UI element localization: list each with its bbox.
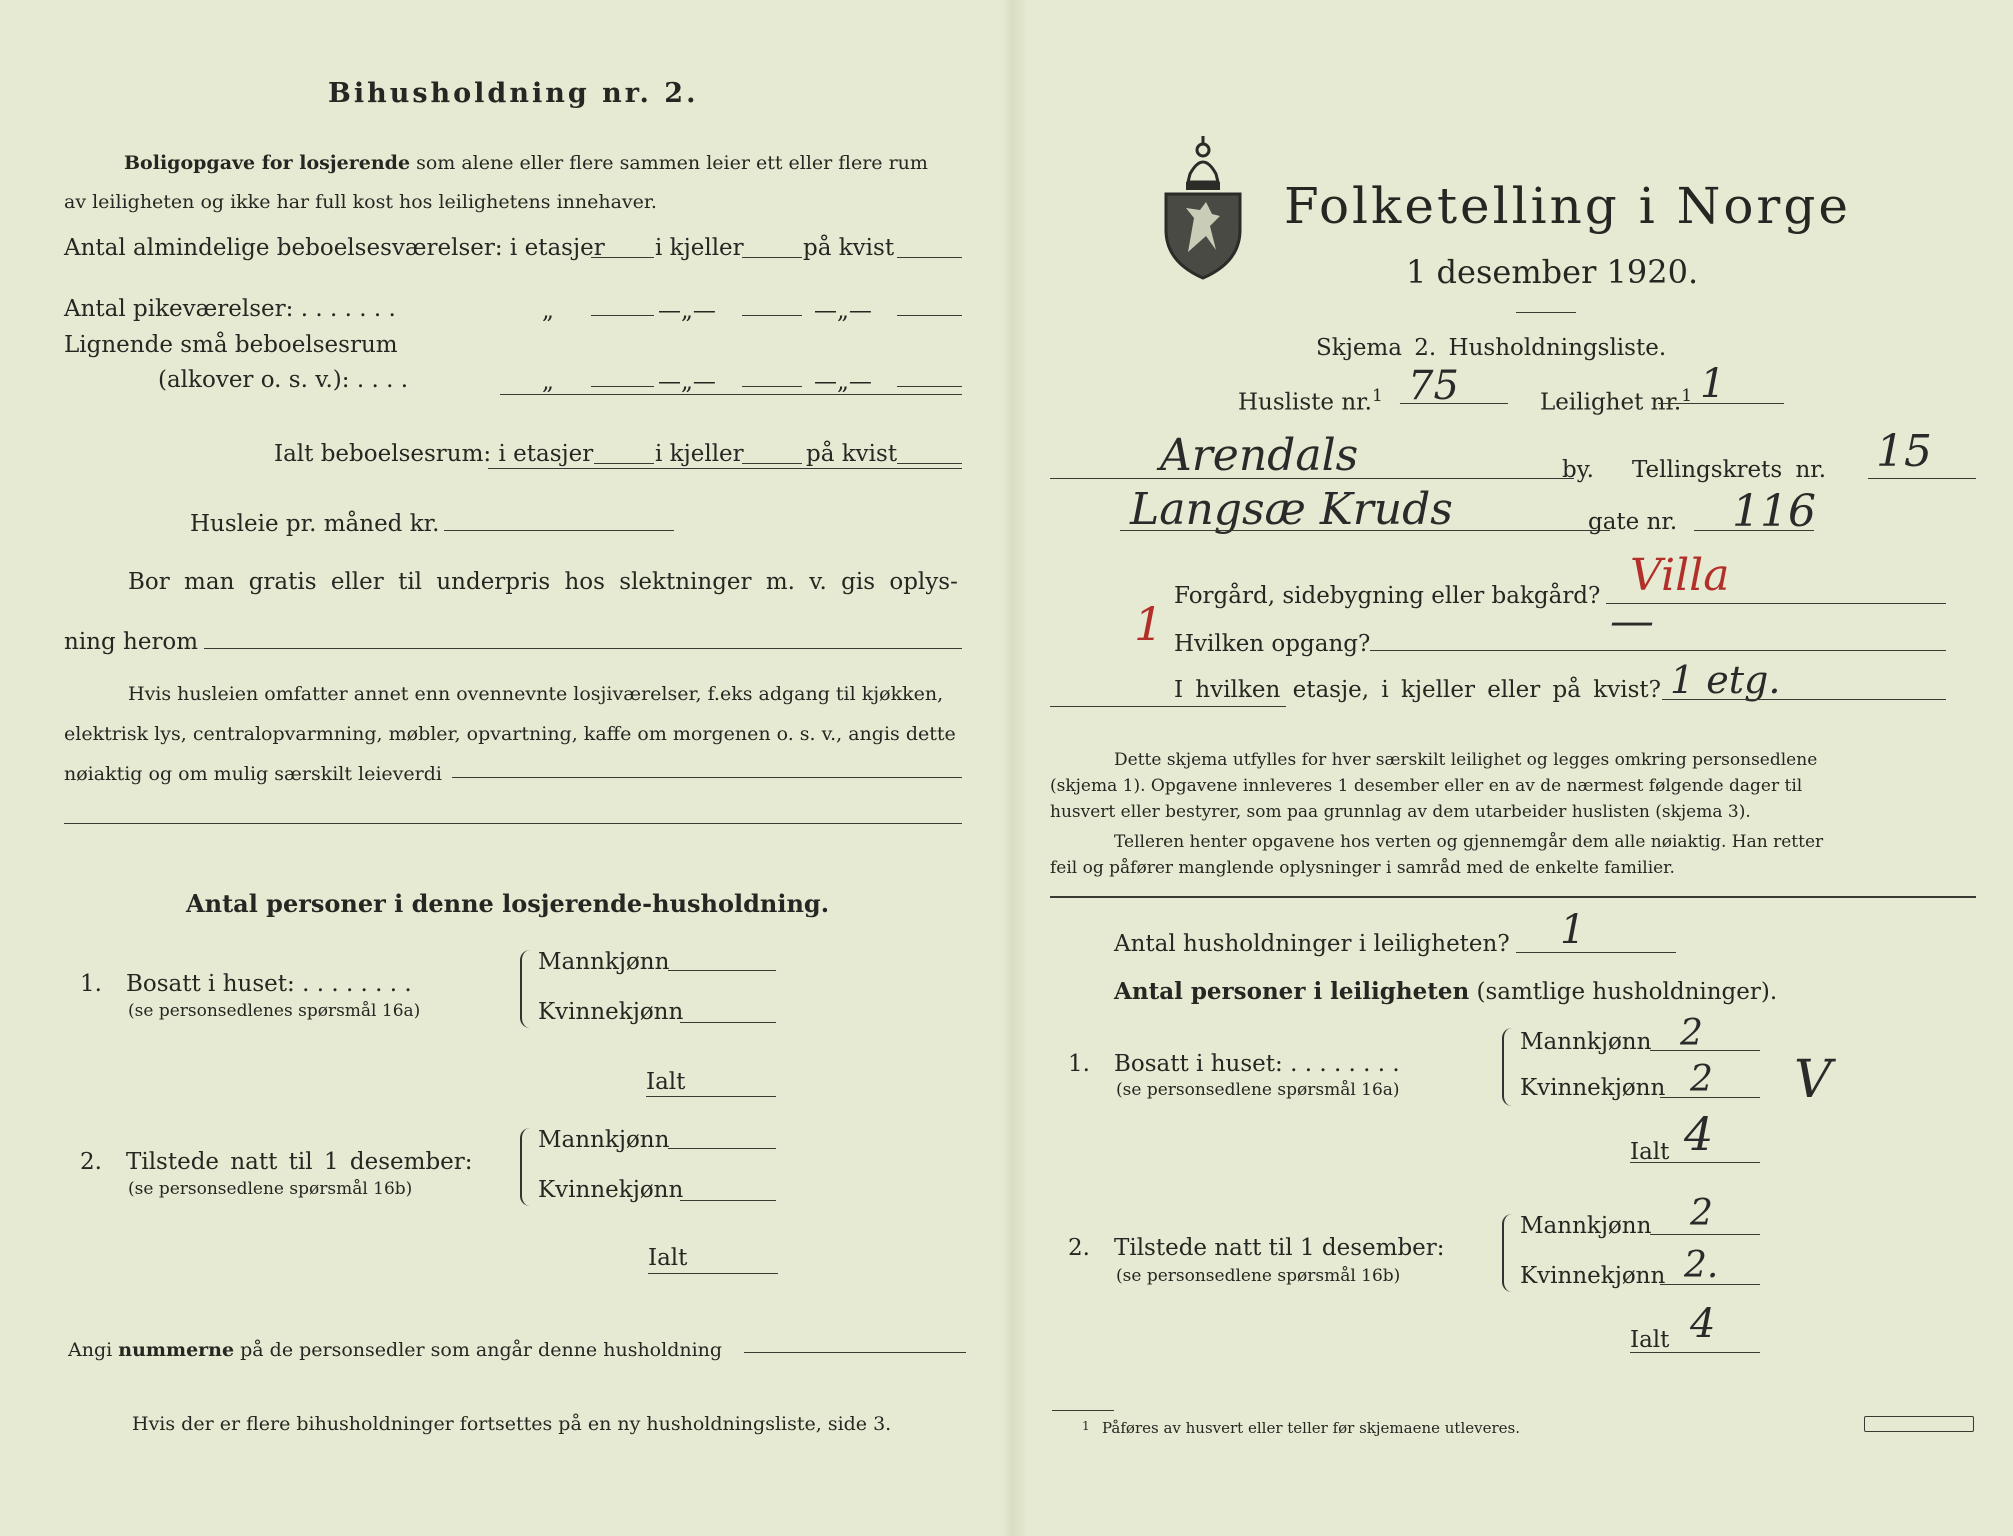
q1-kvinne-field[interactable] [1660, 1097, 1760, 1098]
printer-stamp [1864, 1416, 1974, 1432]
leilighet-text: Leilighet nr. [1540, 389, 1682, 416]
check-mark: V [1794, 1050, 1832, 1110]
q2-brace [1502, 1214, 1512, 1292]
q2-number: 2. [1068, 1235, 1090, 1261]
antal-hush-field[interactable] [1516, 952, 1676, 953]
husliste-value: 75 [1408, 363, 1459, 409]
by-value: Arendals [1160, 430, 1359, 481]
pike-label: Antal pikeværelser: . . . . . . . [64, 296, 396, 322]
q2-mann-label: Mannkjønn [1520, 1213, 1652, 1239]
footnote-mark: 1 [1371, 386, 1383, 406]
antal-pers-line [1114, 978, 1777, 1006]
q1-ialt-field[interactable] [1630, 1162, 1760, 1163]
footnote-mark: 1 [1681, 386, 1693, 406]
sum-rule [500, 394, 962, 395]
leieverdi-field[interactable] [452, 777, 962, 778]
tellingskrets-value: 15 [1876, 426, 1932, 477]
gate-nr-value: 116 [1732, 486, 1816, 537]
rooms-kjeller-field[interactable] [742, 257, 802, 258]
antal-pers-bold: Antal personer i leiligheten [1114, 978, 1470, 1005]
right-page [1030, 0, 2013, 1536]
rooms-kvist-field[interactable] [897, 257, 962, 258]
q2-kvinne-field[interactable] [1660, 1284, 1760, 1285]
q1-kvinne-value: 2 [1690, 1059, 1713, 1100]
hvis-line-2: elektrisk lys, centralopvarmning, møbler, opvartning, kaffe om morgenen o. s. v., angis dette [64, 723, 956, 745]
etasje-label: I hvilken etasje, i kjeller eller på kvist? [1174, 677, 1661, 703]
rooms-kvist-label: på kvist [803, 235, 895, 261]
footnote-rule [1052, 1410, 1114, 1411]
ditto-sep: —„— [814, 298, 872, 324]
intro-bold: Boligopgave for losjerende [124, 152, 411, 174]
q1-ialt-label: Ialt [1630, 1139, 1670, 1165]
q2-ialt-value: 4 [1690, 1301, 1716, 1347]
tellingskrets-label: Tellingskrets nr. [1632, 457, 1827, 483]
lignende-label-2: (alkover o. s. v.): . . . . [158, 367, 409, 393]
intro-line-1 [124, 149, 928, 177]
ialt-kjeller-field[interactable] [742, 463, 802, 464]
instr-line-4: Telleren henter opgavene hos verten og gjennemgår dem alle nøiaktig. Han retter [1114, 832, 1824, 852]
ditto-sep: —„— [814, 369, 872, 395]
hvis-line-3: nøiaktig og om mulig særskilt leieverdi [64, 763, 442, 785]
rooms-label: Antal almindelige beboelsesværelser: i etasjer [64, 235, 605, 261]
ialt-kvist-label: på kvist [806, 441, 898, 467]
ialt-kjeller-label: i kjeller [655, 441, 744, 467]
q2-sub: (se personsedlene spørsmål 16b) [1116, 1266, 1401, 1286]
bor-line-1: Bor man gratis eller til underpris hos slektninger m. v. gis oplys- [128, 569, 958, 595]
husliste-field[interactable] [1400, 403, 1508, 404]
husliste-label [1238, 382, 1383, 417]
hvis-line-1: Hvis husleien omfatter annet enn ovennevnte losjiværelser, f.eks adgang til kjøkken, [128, 683, 944, 705]
leilighet-value: 1 [1700, 361, 1726, 407]
forgard-label: Forgård, sidebygning eller bakgård? [1174, 583, 1601, 609]
left-page [0, 0, 1000, 1536]
section-rule [1050, 896, 1976, 898]
angi-rest: på de personsedler som angår denne husholdning [240, 1339, 723, 1361]
rooms-kjeller-label: i kjeller [655, 235, 744, 261]
q1-mann-value: 2 [1680, 1013, 1703, 1054]
q1-number: 1. [80, 971, 102, 997]
q1-mann-label: Mannkjønn [1520, 1029, 1652, 1055]
q2-ialt-label: Ialt [1630, 1327, 1670, 1353]
skjema-label: Skjema 2. Husholdningsliste. [1316, 335, 1667, 361]
q1-kvinne-label: Kvinnekjønn [1520, 1075, 1666, 1101]
q1-number: 1. [1068, 1051, 1090, 1077]
q2-kvinne-label: Kvinnekjønn [538, 1177, 684, 1203]
q2-kvinne-field[interactable] [680, 1200, 776, 1201]
angi-field[interactable] [744, 1352, 966, 1353]
angi-pre: Angi [68, 1339, 113, 1361]
leilighet-label [1540, 382, 1692, 417]
instr-line-5: feil og påfører manglende oplysninger i samråd med de enkelte familier. [1050, 858, 1675, 878]
instr-line-3: husvert eller bestyrer, som paa grunnlag av dem utarbeider huslisten (skjema 3). [1050, 802, 1751, 822]
lignende-etasjer-field[interactable] [591, 386, 654, 387]
ditto-mark: „ [542, 298, 554, 324]
q1-brace [1502, 1028, 1512, 1106]
husliste-text: Husliste nr. [1238, 389, 1372, 416]
left-footer: Hvis der er flere bihusholdninger fortsettes på en ny husholdningsliste, side 3. [132, 1413, 892, 1435]
q2-mann-field[interactable] [668, 1148, 776, 1149]
q2-label: Tilstede natt til 1 desember: [126, 1149, 473, 1175]
left-title: Bihusholdning nr. 2. [328, 78, 699, 109]
q2-label: Tilstede natt til 1 desember: [1114, 1235, 1445, 1261]
intro-rest: som alene eller flere sammen leier ett eller flere rum [416, 152, 928, 174]
antal-hush-label: Antal husholdninger i leiligheten? [1114, 931, 1510, 957]
q2-mann-label: Mannkjønn [538, 1127, 670, 1153]
q1-label: Bosatt i huset: . . . . . . . . [126, 971, 412, 997]
by-label: by. [1562, 457, 1594, 483]
q1-kvinne-label: Kvinnekjønn [538, 999, 684, 1025]
q1-ialt-value: 4 [1684, 1107, 1714, 1161]
pike-kjeller-field[interactable] [742, 315, 802, 316]
instr-line-2: (skjema 1). Opgavene innleveres 1 desember eller en av de nærmest følgende dager til [1050, 776, 1803, 796]
ditto-mark: „ [542, 369, 554, 395]
form-title: Folketelling i Norge [1284, 177, 1851, 235]
lignende-kjeller-field[interactable] [742, 386, 802, 387]
opgang-label: Hvilken opgang? [1174, 631, 1371, 657]
ditto-sep: —„— [658, 298, 716, 324]
tellingskrets-field[interactable] [1868, 478, 1976, 479]
gate-nr-field[interactable] [1694, 530, 1814, 531]
q1-ialt-field[interactable] [646, 1096, 776, 1097]
q2-ialt-field[interactable] [648, 1273, 778, 1274]
lignende-label-1: Lignende små beboelsesrum [64, 332, 398, 358]
ditto-sep: —„— [658, 369, 716, 395]
bor-field[interactable] [204, 648, 962, 649]
gate-field[interactable] [1120, 530, 1610, 531]
intro-line-2: av leiligheten og ikke har full kost hos leilighetens innehaver. [64, 191, 657, 213]
etasje-field[interactable] [1662, 699, 1946, 700]
angi-bold: nummerne [118, 1339, 235, 1361]
husleie-field[interactable] [444, 530, 674, 531]
ialt-etasjer-field[interactable] [594, 463, 654, 464]
etasje-field-left [1050, 706, 1286, 707]
q1-label: Bosatt i huset: . . . . . . . . [1114, 1051, 1400, 1077]
by-field[interactable] [1050, 478, 1574, 479]
q1-ialt-label: Ialt [646, 1069, 686, 1095]
bor-line-2: ning herom [64, 629, 199, 655]
q1-mann-field[interactable] [1650, 1050, 1760, 1051]
husleie-label: Husleie pr. måned kr. [190, 511, 440, 537]
q2-ialt-label: Ialt [648, 1245, 688, 1271]
q2-kvinne-value: 2. [1684, 1245, 1719, 1286]
antal-pers-rest: (samtlige husholdninger). [1476, 979, 1778, 1005]
forgard-field[interactable] [1606, 603, 1946, 604]
red-mark: 1 [1134, 597, 1164, 651]
q2-mann-value: 2 [1690, 1193, 1713, 1234]
opgang-value: — [1610, 596, 1654, 647]
opgang-field[interactable] [1370, 650, 1946, 651]
q2-number: 2. [80, 1149, 102, 1175]
q2-brace [520, 1128, 530, 1206]
leieverdi-field-2[interactable] [64, 823, 962, 824]
q2-ialt-field[interactable] [1630, 1352, 1760, 1353]
lignende-kvist-field[interactable] [897, 386, 962, 387]
ialt-rooms-label: Ialt beboelsesrum: i etasjer [274, 441, 594, 467]
instr-line-1: Dette skjema utfylles for hver særskilt leilighet og legges omkring personsedlene [1114, 750, 1818, 770]
page-fold [1002, 0, 1028, 1536]
footnote-mark-bottom: 1 [1082, 1419, 1090, 1433]
leilighet-field[interactable] [1658, 403, 1784, 404]
q2-mann-field[interactable] [1650, 1234, 1760, 1235]
q1-brace [520, 950, 530, 1028]
title-rule [1516, 312, 1576, 313]
q1-mann-field[interactable] [668, 970, 776, 971]
gate-label: gate nr. [1588, 509, 1678, 535]
coat-of-arms-icon [1160, 130, 1246, 280]
gate-value: Langsæ Kruds [1130, 484, 1453, 535]
pike-etasjer-field[interactable] [591, 315, 654, 316]
right-footnote: Påføres av husvert eller teller før skjemaene utleveres. [1102, 1419, 1520, 1437]
antal-personer-heading: Antal personer i denne losjerende-husholdning. [186, 889, 830, 918]
rooms-etasjer-field[interactable] [591, 257, 654, 258]
antal-hush-value: 1 [1560, 907, 1586, 953]
q2-kvinne-label: Kvinnekjønn [1520, 1263, 1666, 1289]
etasje-value: 1 etg. [1670, 658, 1781, 702]
q2-sub: (se personsedlene spørsmål 16b) [128, 1179, 413, 1199]
forgard-value: Villa [1630, 550, 1730, 601]
q1-sub: (se personsedlene spørsmål 16a) [1116, 1080, 1400, 1100]
q1-kvinne-field[interactable] [680, 1022, 776, 1023]
form-date: 1 desember 1920. [1406, 253, 1699, 291]
pike-kvist-field[interactable] [897, 315, 962, 316]
ialt-kvist-field[interactable] [897, 463, 962, 464]
q1-mann-label: Mannkjønn [538, 949, 670, 975]
ialt-rule [488, 468, 962, 469]
angi-line [68, 1336, 722, 1364]
q1-sub: (se personsedlenes spørsmål 16a) [128, 1001, 421, 1021]
